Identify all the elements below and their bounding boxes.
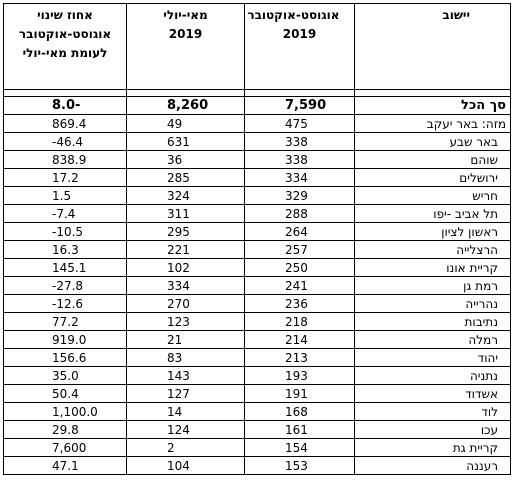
may-jul-cell: 285 bbox=[127, 169, 245, 187]
data-table bbox=[3, 3, 511, 475]
aug-oct-cell: 329 bbox=[245, 187, 355, 205]
town-cell: נתיבות bbox=[355, 313, 511, 331]
aug-oct-cell: 241 bbox=[245, 277, 355, 295]
pct-change-cell: 7,600 bbox=[4, 439, 127, 457]
spacer-cell bbox=[355, 90, 511, 97]
may-jul-cell: 36 bbox=[127, 151, 245, 169]
may-jul-cell: 295 bbox=[127, 223, 245, 241]
aug-oct-cell: 191 bbox=[245, 385, 355, 403]
town-cell: ירושלים bbox=[355, 169, 511, 187]
header-pct-change bbox=[4, 4, 127, 90]
header-town: יישוב bbox=[355, 4, 511, 90]
town-cell: יהוד bbox=[355, 349, 511, 367]
spacer-row bbox=[4, 90, 511, 97]
table-row bbox=[4, 241, 511, 259]
town-cell: נתניה bbox=[355, 367, 511, 385]
pct-change-cell: 17.2 bbox=[4, 169, 127, 187]
table-row bbox=[4, 439, 511, 457]
may-jul-cell: 2 bbox=[127, 439, 245, 457]
aug-oct-cell: 213 bbox=[245, 349, 355, 367]
town-cell: באר שבע bbox=[355, 133, 511, 151]
aug-oct-cell: 475 bbox=[245, 115, 355, 133]
may-jul-cell: 21 bbox=[127, 331, 245, 349]
pct-change-cell: 77.2 bbox=[4, 313, 127, 331]
total-row bbox=[4, 97, 511, 115]
spacer-cell bbox=[245, 90, 355, 97]
aug-oct-cell: 168 bbox=[245, 403, 355, 421]
town-cell: לוד bbox=[355, 403, 511, 421]
total-aug-oct: 7,590 bbox=[245, 97, 355, 115]
may-jul-cell: 49 bbox=[127, 115, 245, 133]
may-jul-cell: 324 bbox=[127, 187, 245, 205]
aug-oct-cell: 264 bbox=[245, 223, 355, 241]
table-row bbox=[4, 151, 511, 169]
aug-oct-cell: 214 bbox=[245, 331, 355, 349]
aug-oct-cell: 250 bbox=[245, 259, 355, 277]
total-pct: -8.0 bbox=[4, 97, 127, 115]
total-may-jul: 8,260 bbox=[127, 97, 245, 115]
town-cell: ראשון לציון bbox=[355, 223, 511, 241]
may-jul-cell: 631 bbox=[127, 133, 245, 151]
may-jul-cell: 334 bbox=[127, 277, 245, 295]
may-jul-cell: 124 bbox=[127, 421, 245, 439]
spacer-cell bbox=[4, 90, 127, 97]
header-row bbox=[4, 4, 511, 90]
pct-change-cell: 869.4 bbox=[4, 115, 127, 133]
pct-change-cell: 46.4- bbox=[4, 133, 127, 151]
aug-oct-cell: 334 bbox=[245, 169, 355, 187]
table-row bbox=[4, 205, 511, 223]
pct-change-cell: 29.8 bbox=[4, 421, 127, 439]
pct-change-cell: 1.5 bbox=[4, 187, 127, 205]
spacer-cell bbox=[127, 90, 245, 97]
table-row bbox=[4, 421, 511, 439]
town-cell: מזה: באר יעקב bbox=[355, 115, 511, 133]
town-cell: רמת גן bbox=[355, 277, 511, 295]
town-cell: הרצלייה bbox=[355, 241, 511, 259]
pct-change-cell: 50.4 bbox=[4, 385, 127, 403]
header-pct-change-text: אחוז שינוי אוגוסט-אוקטובר לעומת מאי-יולי bbox=[18, 8, 112, 60]
header-aug-oct-text: אוגוסט-אוקטובר 2019 bbox=[247, 8, 340, 41]
table-row bbox=[4, 187, 511, 205]
may-jul-cell: 311 bbox=[127, 205, 245, 223]
town-cell: רעננה bbox=[355, 457, 511, 475]
table-row bbox=[4, 385, 511, 403]
may-jul-cell: 83 bbox=[127, 349, 245, 367]
town-cell: רמלה bbox=[355, 331, 511, 349]
header-may-jul bbox=[127, 4, 245, 90]
aug-oct-cell: 161 bbox=[245, 421, 355, 439]
total-label: סך הכל bbox=[355, 97, 511, 115]
aug-oct-cell: 236 bbox=[245, 295, 355, 313]
town-cell: תל אביב -יפו bbox=[355, 205, 511, 223]
town-cell: שוהם bbox=[355, 151, 511, 169]
pct-change-cell: 16.3 bbox=[4, 241, 127, 259]
pct-change-cell: 7.4- bbox=[4, 205, 127, 223]
pct-change-cell: 1,100.0 bbox=[4, 403, 127, 421]
header-aug-oct bbox=[245, 4, 355, 90]
may-jul-cell: 102 bbox=[127, 259, 245, 277]
table-row bbox=[4, 295, 511, 313]
may-jul-cell: 127 bbox=[127, 385, 245, 403]
table-row bbox=[4, 277, 511, 295]
pct-change-cell: 35.0 bbox=[4, 367, 127, 385]
town-cell: אשדוד bbox=[355, 385, 511, 403]
table-row bbox=[4, 169, 511, 187]
aug-oct-cell: 338 bbox=[245, 151, 355, 169]
aug-oct-cell: 218 bbox=[245, 313, 355, 331]
aug-oct-cell: 153 bbox=[245, 457, 355, 475]
table-row bbox=[4, 115, 511, 133]
pct-change-cell: 838.9 bbox=[4, 151, 127, 169]
table-row bbox=[4, 313, 511, 331]
town-cell: חריש bbox=[355, 187, 511, 205]
aug-oct-cell: 193 bbox=[245, 367, 355, 385]
aug-oct-cell: 257 bbox=[245, 241, 355, 259]
town-cell: עכו bbox=[355, 421, 511, 439]
may-jul-cell: 104 bbox=[127, 457, 245, 475]
pct-change-cell: 145.1 bbox=[4, 259, 127, 277]
pct-change-cell: 27.8- bbox=[4, 277, 127, 295]
header-may-jul-text: מאי-יולי 2019 bbox=[163, 8, 208, 41]
table-row bbox=[4, 223, 511, 241]
pct-change-cell: 47.1 bbox=[4, 457, 127, 475]
pct-change-cell: 12.6- bbox=[4, 295, 127, 313]
may-jul-cell: 270 bbox=[127, 295, 245, 313]
may-jul-cell: 123 bbox=[127, 313, 245, 331]
pct-change-cell: 10.5- bbox=[4, 223, 127, 241]
may-jul-cell: 221 bbox=[127, 241, 245, 259]
table-row bbox=[4, 403, 511, 421]
table-row bbox=[4, 331, 511, 349]
aug-oct-cell: 154 bbox=[245, 439, 355, 457]
table-row bbox=[4, 349, 511, 367]
town-cell: קריית אונו bbox=[355, 259, 511, 277]
pct-change-cell: 156.6 bbox=[4, 349, 127, 367]
table-row bbox=[4, 259, 511, 277]
may-jul-cell: 143 bbox=[127, 367, 245, 385]
may-jul-cell: 14 bbox=[127, 403, 245, 421]
table-row bbox=[4, 133, 511, 151]
aug-oct-cell: 338 bbox=[245, 133, 355, 151]
town-cell: קריית גת bbox=[355, 439, 511, 457]
aug-oct-cell: 288 bbox=[245, 205, 355, 223]
table-row bbox=[4, 367, 511, 385]
town-cell: נהרייה bbox=[355, 295, 511, 313]
pct-change-cell: 919.0 bbox=[4, 331, 127, 349]
table-row bbox=[4, 457, 511, 475]
